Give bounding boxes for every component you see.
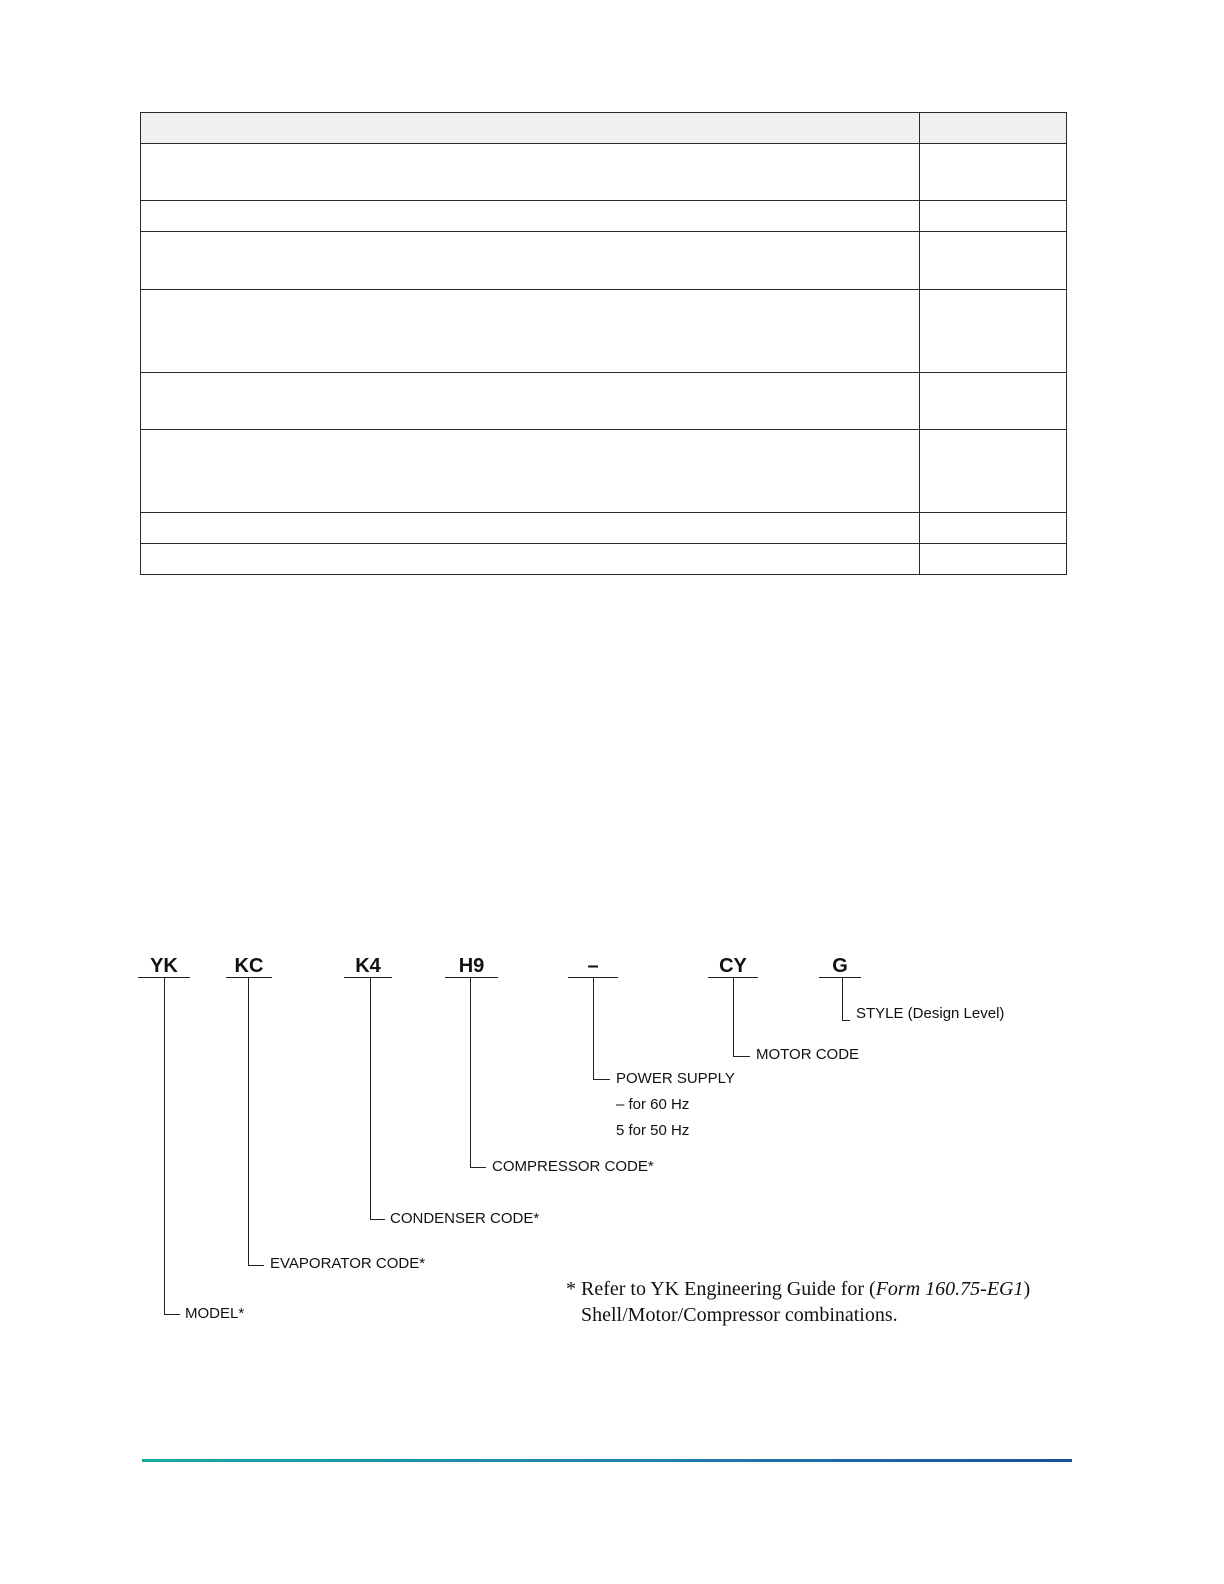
table-cell: [920, 430, 1067, 513]
table-row: [141, 290, 1067, 373]
code-underline: [819, 977, 861, 978]
table-header-cell: [141, 113, 920, 144]
data-table: [140, 112, 1067, 575]
compressor-code: H9: [458, 955, 485, 977]
footnote-close: ): [1023, 1278, 1031, 1300]
power-supply-leader: [593, 978, 594, 1079]
power-supply-code: –: [587, 955, 599, 977]
table-cell: [920, 232, 1067, 290]
condenser-label: CONDENSER CODE*: [390, 1210, 540, 1227]
table-cell: [920, 513, 1067, 544]
evaporator-label: EVAPORATOR CODE*: [270, 1255, 426, 1272]
footnote: [566, 1276, 1030, 1328]
motor-leader: [733, 1056, 750, 1057]
table-cell: [920, 290, 1067, 373]
style-leader: [842, 1020, 850, 1021]
condenser-code: K4: [355, 955, 381, 977]
compressor-leader: [470, 978, 471, 1167]
footnote-line2: Shell/Motor/Compressor combinations.: [581, 1304, 898, 1326]
power-50hz-label: 5 for 50 Hz: [616, 1122, 690, 1139]
table-cell: [141, 513, 920, 544]
table-cell: [141, 430, 920, 513]
motor-leader: [733, 978, 734, 1056]
evaporator-leader: [248, 1265, 264, 1266]
table-row: [141, 201, 1067, 232]
table-row: [141, 544, 1067, 575]
motor-label: MOTOR CODE: [756, 1046, 860, 1063]
table-cell: [920, 144, 1067, 201]
condenser-leader: [370, 978, 371, 1219]
table-cell: [141, 373, 920, 430]
form-reference: Form 160.75-EG1: [875, 1278, 1024, 1300]
model-leader: [164, 1314, 180, 1315]
power-supply-label: POWER SUPPLY: [616, 1070, 735, 1087]
compressor-leader: [470, 1167, 486, 1168]
table-cell: [141, 232, 920, 290]
table-cell: [920, 201, 1067, 232]
style-code: G: [832, 955, 848, 977]
table-cell: [141, 144, 920, 201]
table-cell: [920, 373, 1067, 430]
table-row: [141, 373, 1067, 430]
table-row: [141, 513, 1067, 544]
code-underline: [445, 977, 498, 978]
style-label: STYLE (Design Level): [856, 1005, 1005, 1022]
table-row: [141, 144, 1067, 201]
footer-rule: [142, 1459, 1072, 1462]
table-cell: [920, 544, 1067, 575]
compressor-label: COMPRESSOR CODE*: [492, 1158, 654, 1175]
evaporator-code: KC: [234, 955, 264, 977]
condenser-leader: [370, 1219, 385, 1220]
style-leader: [842, 978, 843, 1020]
motor-code: CY: [719, 955, 747, 977]
table-row: [141, 430, 1067, 513]
table-cell: [141, 544, 920, 575]
code-underline: [226, 977, 272, 978]
model-code: YK: [150, 955, 178, 977]
table-header-cell: [920, 113, 1067, 144]
table-header-row: [141, 113, 1067, 144]
footnote-text: * Refer to YK Engineering Guide for (: [566, 1278, 876, 1300]
power-supply-leader: [593, 1079, 610, 1080]
code-underline: [344, 977, 392, 978]
table-cell: [141, 201, 920, 232]
evaporator-leader: [248, 978, 249, 1265]
table-row: [141, 232, 1067, 290]
model-label: MODEL*: [185, 1305, 245, 1322]
model-leader: [164, 978, 165, 1314]
table-cell: [141, 290, 920, 373]
power-60hz-label: – for 60 Hz: [616, 1096, 690, 1113]
